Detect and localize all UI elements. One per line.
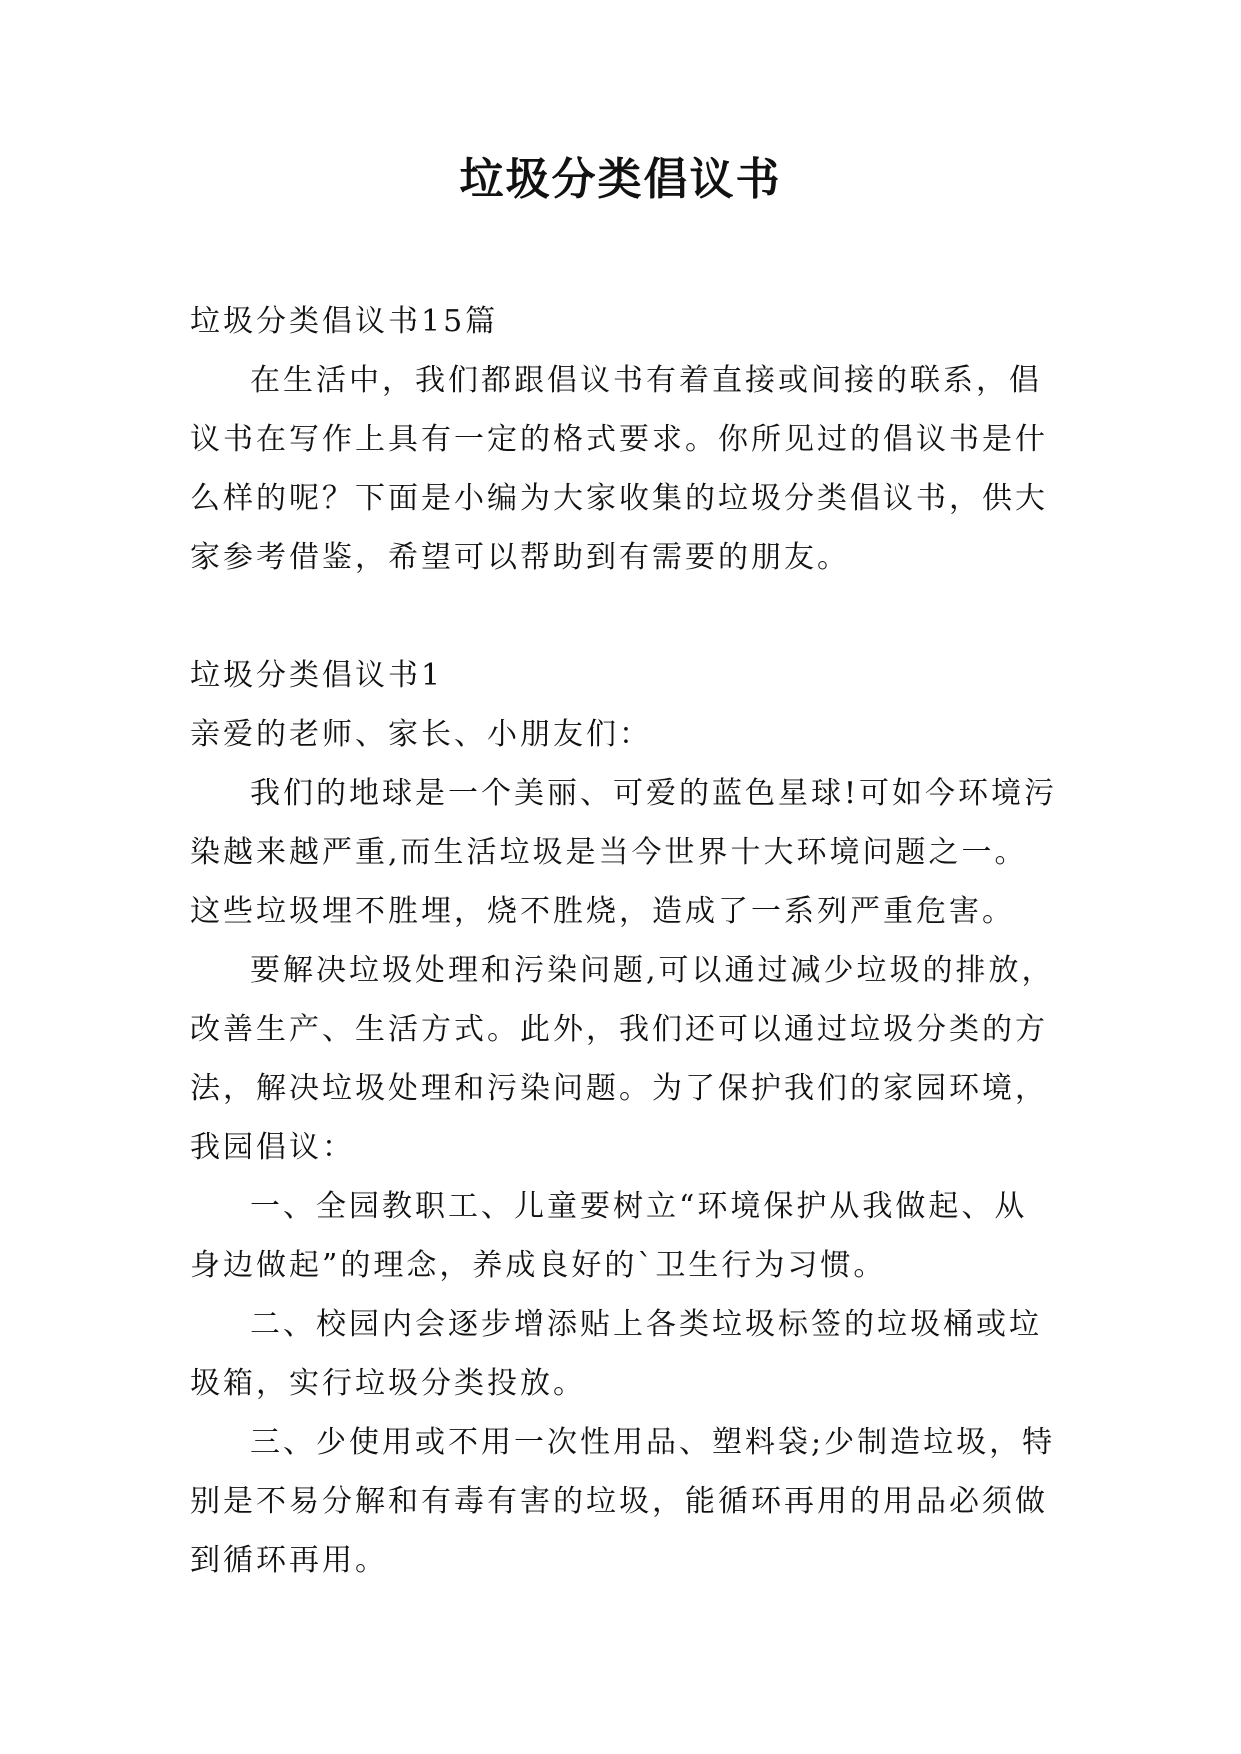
- proposal-item-3: 三、少使用或不用一次性用品、塑料袋;少制造垃圾，特别是不易分解和有毒有害的垃圾，能循环再用的用品必须做到循环再用。: [190, 1425, 1056, 1578]
- document-subtitle: 垃圾分类倡议书15篇: [190, 304, 499, 339]
- body-paragraph-1: 我们的地球是一个美丽、可爱的蓝色星球!可如今环境污染越来越严重,而生活垃圾是当今世界十大环境问题之一。这些垃圾埋不胜埋，烧不胜烧，造成了一系列严重危害。: [190, 776, 1058, 929]
- intro-paragraph: 在生活中，我们都跟倡议书有着直接或间接的联系，倡议书在写作上具有一定的格式要求。你所见过的倡议书是什么样的呢？下面是小编为大家收集的垃圾分类倡议书，供大家参考借鉴，希望可以帮助到有需要的朋友。: [190, 363, 1048, 575]
- document-body: [190, 292, 1060, 1590]
- proposal-item-1: 一、全园教职工、儿童要树立“环境保护从我做起、从身边做起”的理念，养成良好的`卫生行为习惯。: [190, 1189, 1028, 1283]
- body-paragraph-2: 要解决垃圾处理和污染问题,可以通过减少垃圾的排放，改善生产、生活方式。此外，我们还可以通过垃圾分类的方法，解决垃圾处理和污染问题。为了保护我们的家园环境，我园倡议：: [190, 953, 1055, 1165]
- paragraph-spacer: [190, 587, 1060, 646]
- greeting-line: 亲爱的老师、家长、小朋友们：: [190, 717, 652, 752]
- document-title: 垃圾分类倡议书: [459, 154, 782, 205]
- proposal-item-2: 二、校园内会逐步增添贴上各类垃圾标签的垃圾桶或垃圾箱，实行垃圾分类投放。: [190, 1307, 1042, 1401]
- section-heading: 垃圾分类倡议书1: [190, 658, 444, 693]
